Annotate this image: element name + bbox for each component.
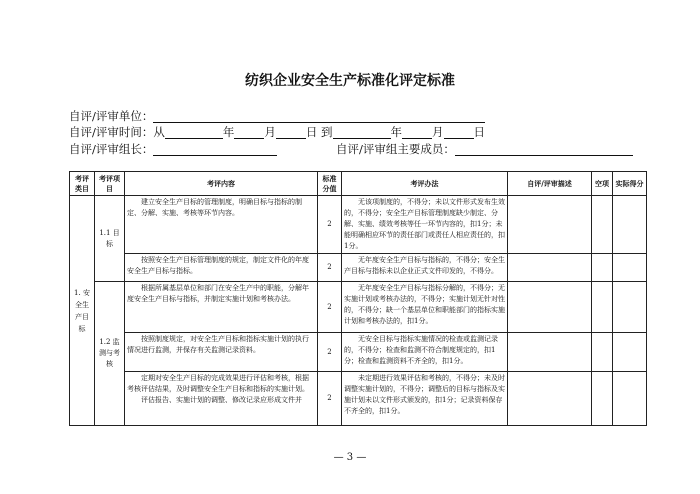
content-cell (125, 372, 318, 426)
leader-label: 自评/评审组长： (69, 142, 154, 156)
score-cell: 2 (318, 333, 342, 372)
table-header-row (70, 172, 647, 196)
month-label: 月 (264, 125, 276, 139)
method-cell: 无年度安全生产目标与指标的，不得分；安全生产目标与指标未以企业正式文件印发的，不得分。 (342, 254, 508, 282)
header-desc: 自评/评审描述 (508, 172, 592, 196)
actual-score-cell[interactable] (613, 333, 647, 372)
content-cell: 建立安全生产目标的管理制度，明确目标与指标的制定、分解、实施、考核等环节内容。 (125, 196, 318, 254)
document-title: 纺织企业安全生产标准化评定标准 (245, 73, 455, 89)
score-cell: 2 (318, 196, 342, 254)
year-label: 年 (222, 125, 235, 139)
item-cell-1-1: 1.1 目标 (95, 196, 125, 282)
content-cell: 根据所属基层单位和部门在安全生产中的职能，分解年度安全生产目标与指标，并制定实施计划和考核办法。 (125, 282, 318, 333)
form-members-line (336, 142, 633, 156)
header-score: 标准分值 (318, 172, 342, 196)
item-cell-1-2: 1.2 监测与考核 (95, 282, 125, 426)
end-year-blank (333, 126, 391, 139)
time-label: 自评/评审时间：从 (69, 125, 165, 139)
empty-cell[interactable] (592, 372, 613, 426)
header-actual: 实际得分 (613, 172, 647, 196)
actual-score-cell[interactable] (613, 196, 647, 254)
header-empty: 空项 (592, 172, 613, 196)
content-cell: 按照安全生产目标管理制度的规定，制定文件化的年度安全生产目标与指标。 (125, 254, 318, 282)
desc-cell[interactable] (508, 333, 592, 372)
desc-cell[interactable] (508, 254, 592, 282)
table-row (70, 372, 647, 426)
unit-blank (153, 110, 485, 123)
empty-cell[interactable] (592, 333, 613, 372)
header-item: 考评项目 (95, 172, 125, 196)
score-cell: 2 (318, 282, 342, 333)
content-text-continued: 评估报告、实施计划的调整、修改记录应形成文件并 (141, 396, 302, 404)
start-month-blank (234, 126, 264, 139)
members-blank (455, 143, 633, 156)
form-time-line (69, 125, 485, 139)
unit-label: 自评/评审单位： (69, 109, 154, 123)
desc-cell[interactable] (508, 282, 592, 333)
day-label: 日 (305, 125, 318, 139)
method-cell: 无年度安全生产目标与指标分解的，不得分；无实施计划或考核办法的，不得分；实施计划无针对性的，不得分；缺一个基层单位和职能部门的指标实施计划和考核办法的，扣1分。 (342, 282, 508, 333)
score-cell: 2 (318, 372, 342, 426)
evaluation-table (69, 171, 647, 426)
end-day-blank (444, 126, 474, 139)
actual-score-cell[interactable] (613, 372, 647, 426)
content-text: 定期对安全生产目标的完成效果进行评估和考核，根据考核评估结果，及时调整安全生产目标和指标的实施计划。 (127, 374, 309, 393)
day-label-2: 日 (473, 125, 486, 139)
members-label: 自评/评审组主要成员： (336, 142, 455, 156)
month-label-2: 月 (432, 125, 444, 139)
table-row (70, 254, 647, 282)
actual-score-cell[interactable] (613, 282, 647, 333)
actual-score-cell[interactable] (613, 254, 647, 282)
table-row (70, 333, 647, 372)
header-category: 考评类目 (70, 172, 95, 196)
empty-cell[interactable] (592, 196, 613, 254)
empty-cell[interactable] (592, 282, 613, 333)
content-cell: 按照制度规定，对安全生产目标和指标实施计划的执行情况进行监测，并保存有关监测记录资料。 (125, 333, 318, 372)
to-label: 到 (321, 125, 333, 139)
leader-blank (153, 143, 277, 156)
form-unit-line (69, 109, 485, 123)
method-cell: 无安全目标与指标实施情况的检查或监测记录的，不得分；检查和监测不符合制度规定的，扣1分；检查和监测资料不齐全的，扣1分。 (342, 333, 508, 372)
table-row (70, 196, 647, 254)
page-number: — 3 — (333, 452, 367, 463)
empty-cell[interactable] (592, 254, 613, 282)
start-day-blank (276, 126, 306, 139)
year-label-2: 年 (390, 125, 403, 139)
header-content: 考评内容 (125, 172, 318, 196)
category-cell: 1. 安全生产目标 (70, 196, 95, 426)
end-month-blank (402, 126, 432, 139)
method-cell: 未定期进行效果评估和考核的，不得分；未及时调整实施计划的，不得分；调整后的目标与指标及实施计划未以文件形式颁发的，扣1分；记录资料保存不齐全的，扣1分。 (342, 372, 508, 426)
table-row (70, 282, 647, 333)
form-leader-line (69, 142, 277, 156)
start-year-blank (165, 126, 223, 139)
method-cell: 无该项制度的，不得分；未以文件形式发布生效的，不得分；安全生产目标管理制度缺少制定、分解、实施、绩效考核等任一环节内容的，扣1分；未能明确相应环节的责任部门或责任人相应责任的，扣1分。 (342, 196, 508, 254)
desc-cell[interactable] (508, 372, 592, 426)
header-method: 考评办法 (342, 172, 508, 196)
score-cell: 2 (318, 254, 342, 282)
desc-cell[interactable] (508, 196, 592, 254)
